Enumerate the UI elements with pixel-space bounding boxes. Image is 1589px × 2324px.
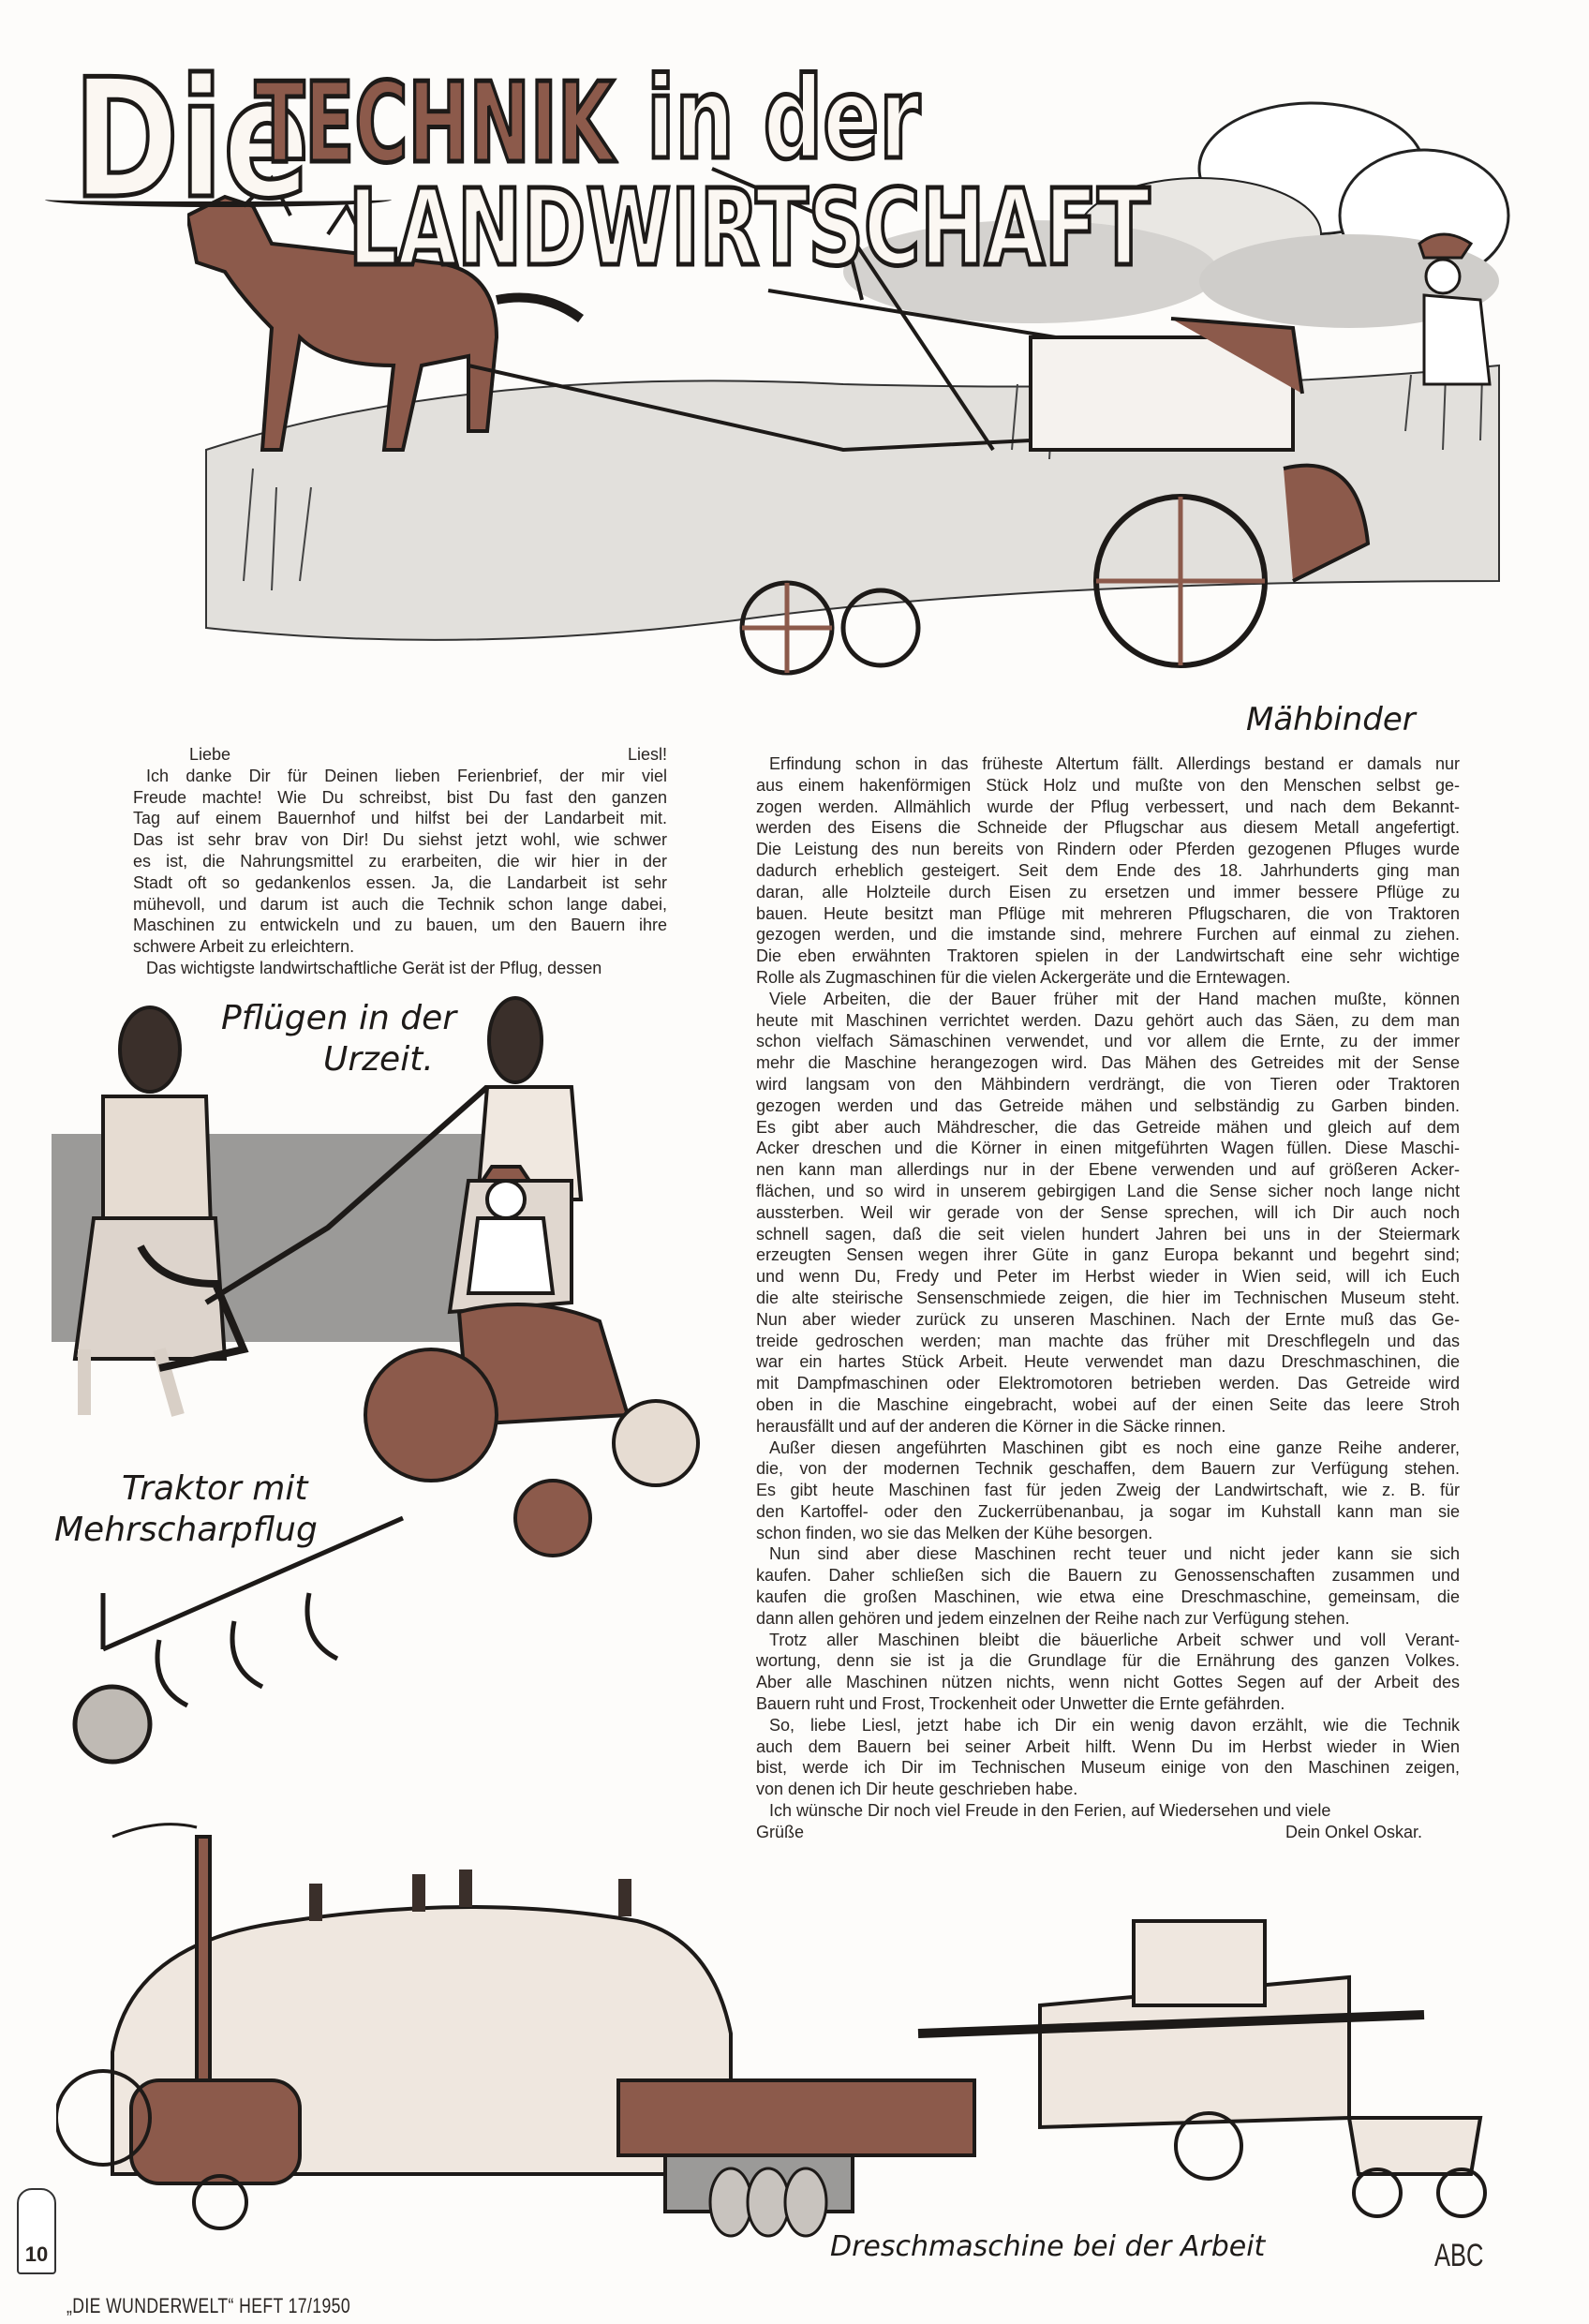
text-line: kaufen die großen Maschinen, wie etwa eine Dreschmaschine, gemeinsam, die [756,1587,1460,1607]
text-line: bauen. Heute besitzt man Pflüge mit mehreren Pflugscharen, die von Traktoren [756,903,1460,923]
title-word-in-der: in der [646,54,921,185]
text-line: schon finden, wo sie das Melken der Kühe besorgen. [756,1523,1153,1542]
title-word-die: Die [73,45,310,235]
text-line: Viele Arbeiten, die der Bauer früher mit der Hand machen mußte, können [769,989,1460,1008]
multi-share-plow [75,1518,403,1762]
text-line: von denen ich Dir heute geschrieben habe. [756,1780,1078,1799]
text-line: daran, alle Holzteile durch Eisen zu ersetzen und immer bessere Pflüge zu [756,882,1460,901]
title-word-technik: TECHNIK [255,58,615,187]
text-line: mit Dampfmaschinen oder Elektromotoren betrieben werden. Das Getreide wird [756,1374,1460,1393]
text-line: es ist, die Nahrungsmittel zu erarbeiten, die wir hier in der [133,851,667,871]
artist-signature: ABC [1434,2238,1484,2273]
text-line: aussterben. Weil wir gerade von der Sense sprechen, will ich Dir auch noch [756,1202,1460,1222]
text-line: dadurch erheblich gesteigert. Seit dem Ende des 18. Jahrhunderts ging man [756,860,1460,880]
text-line: heute mit Maschinen verrichtet werden. Dazu gehört auch das Säen, zu dem man [756,1010,1460,1030]
caption-tractor-line1: Traktor mit [122,1469,308,1508]
page-number-badge [17,2188,56,2274]
text-line: mühevoll, und darum ist auch die Technik schon lange dabei, [133,894,667,914]
text-line: Aber alle Maschinen nützen nichts, wenn nicht Gottes Segen auf der Arbeit des [756,1673,1460,1692]
text-line: Erfindung schon in das früheste Altertum fällt. Allerdings bestand er damals nur [769,754,1460,773]
caption-tractor-line2: Mehrscharpflug [54,1511,318,1549]
letter-signature: Dein Onkel Oskar. [1285,1822,1422,1841]
text-line: wird langsam von den Mähbindern verdrängt, die von Tieren oder Traktoren [756,1074,1460,1094]
text-line: Ich danke Dir für Deinen lieben Ferienbrief, der mir viel [146,766,667,785]
text-line: erzeugten Sensen wegen ihrer Güte in ganz Europa bekannt und begehrt sind; [756,1245,1460,1265]
publication-footer: „DIE WUNDERWELT“ HEFT 17/1950 [67,2294,351,2317]
text-line: auch dem Bauern bei seiner Arbeit hilft. Wenn Du im Herbst wieder in Wien [756,1736,1460,1756]
text-line: Maschinen zu entwickeln und zu bauen, um den Bauern ihre [133,916,667,935]
letter-left-column [133,744,667,979]
text-line: Es gibt aber auch Mähdrescher, die das Getreide mähen und gleich auf dem [756,1117,1460,1137]
text-line: Tag auf einem Bauernhof und hilfst bei der Landarbeit mit. [133,809,667,828]
text-line: oben in die Maschine eingebracht, wobei auf der einen Seite das leere Stroh [756,1394,1460,1414]
text-line: Stadt oft so gedankenlos essen. Ja, die Landarbeit ist sehr [133,872,667,892]
text-line: Ich wünsche Dir noch viel Freude in den Ferien, auf Wiedersehen und viele [769,1801,1331,1821]
left-column-paragraphs [133,766,667,979]
text-line: herausfällt und auf der anderen die Körner in die Säcke rinnen. [756,1416,1226,1436]
text-line: schwere Arbeit zu erleichtern. [133,937,355,957]
text-line: treide gedroschen werden; man machte das früher mit Dreschflegeln und das [756,1331,1460,1350]
threshing-illustration [56,1818,1518,2249]
caption-maehbinder: Mähbinder [1246,701,1416,738]
text-line: Nun aber wieder zurück zu unseren Maschinen. Nach der Ernte muß das Ge- [756,1309,1460,1329]
grain-sacks [710,2168,826,2236]
text-line: gezogen werden und das Getreide mähen und selbständig zu Garben binden. [756,1095,1460,1115]
letter-closing: Grüße [756,1822,805,1841]
plowing-illustration [47,993,721,1780]
text-line: Trotz aller Maschinen bleibt die bäuerliche Arbeit schwer und voll Verant- [769,1630,1460,1649]
text-line: Nun sind aber diese Maschinen recht teuer und nicht jeder kann sie sich [769,1544,1460,1564]
text-line: Freude machte! Wie Du schreibst, bist Du fast den ganzen [133,787,667,807]
text-line: aus einem hakenförmigen Stück Holz und mußte von den Menschen selbst ge- [756,775,1460,795]
text-line: mehr die Maschine herangezogen wird. Das Mähen des Getreides mit der Sense [756,1053,1460,1073]
text-line: die, von der modernen Technik geschaffen, dem Bauern zur Verfügung stehen. [756,1459,1460,1479]
text-line: Bauern ruht und Frost, Trockenheit oder Unwetter die Ernte gefährden. [756,1694,1285,1714]
text-line: schon vielfach Sämaschinen verwendet, und vor allem die Ernte, zu der immer [756,1032,1460,1051]
text-line: Außer diesen angeführten Maschinen gibt es noch eine ganze Reihe anderer, [769,1438,1460,1457]
text-line: Das wichtigste landwirtschaftliche Gerät ist der Pflug, dessen [146,958,602,977]
caption-plowing-line2: Urzeit. [323,1040,434,1079]
text-line: Die eben erwähnten Traktoren spielen in der Landwirtschaft eine sehr wichtige [756,946,1460,966]
text-line: dann allen gehören und jedem einzelnen der Reihe nach zur Verfügung stehen. [756,1608,1350,1628]
text-line: Die Leistung des nun bereits von Rindern oder Pferden gezogenen Pfluges wurde [756,840,1460,859]
text-line: war ein hartes Stück Arbeit. Heute verwendet man dazu Dreschmaschinen, die [756,1352,1460,1372]
text-line: schnell sagen, daß die seit vielen hundert Jahren bei uns in der Steiermark [756,1224,1460,1244]
caption-threshing: Dreschmaschine bei der Arbeit [830,2230,1266,2263]
text-line: Acker dreschen und die Körner in einen mitgeführten Wagen füllen. Diese Maschi- [756,1139,1460,1158]
text-line: bist, werde ich Dir im Technischen Museum einige von den Maschinen zeigen, [756,1758,1460,1778]
text-line: den Kartoffel- oder den Zuckerrübenanbau, ja sogar im Kuhstall kann man sie [756,1501,1460,1521]
text-line: wortung, denn sie ist ja die Grundlage für die Ernährung des ganzen Volkes. [756,1651,1460,1671]
text-line: kaufen. Daher schließen sich die Bauern zu Genossenschaften zusammen und [756,1566,1460,1586]
text-line: flächen, und so wird in unserem gebirgigen Land die Sense sicher noch lange nicht [756,1181,1460,1200]
text-line: nen kann man allerdings nur in der Ebene verwenden und auf größeren Acker- [756,1160,1460,1180]
threshing-machine [618,1921,1424,2212]
text-line: die alte steirische Sensenschmiede zeigen, die hier im Technischen Museum steht. [756,1288,1460,1307]
text-line: Rolle als Zugmaschinen für die vielen Ackergeräte und die Erntewagen. [756,967,1291,987]
text-line: So, liebe Liesl, jetzt habe ich Dir ein wenig davon erzählt, wie die Technik [769,1715,1460,1735]
text-line: zogen werden. Allmählich wurde der Pflug verbessert, und nach dem Bekannt- [756,797,1460,816]
letter-greeting: Liebe Liesl! [189,745,667,764]
text-line: Es gibt heute Maschinen fast für jeden Zweig der Landwirtschaft, wie z. B. für [756,1481,1460,1500]
text-line: Das ist sehr brav von Dir! Du siehst jetzt wohl, wie schwer [133,830,667,850]
text-line: gezogen werden, und die imstande sind, mehrere Furchen auf einmal zu ziehen. [756,925,1460,945]
letter-right-column [756,753,1460,1843]
page-number: 10 [24,2242,49,2266]
wagon-icon [1349,2118,1485,2216]
right-column-paragraphs [756,753,1460,1822]
caption-plowing-line1: Pflügen in der [221,999,457,1037]
title-word-landwirtschaft: LANDWIRTSCHAFT [349,168,1151,290]
text-line: werden des Eisens die Schneide der Pflugschar aus diesem Metall angefertigt. [756,818,1460,838]
text-line: und wenn Du, Fredy und Peter im Herbst wieder in Wien seid, will ich Euch [756,1267,1460,1287]
